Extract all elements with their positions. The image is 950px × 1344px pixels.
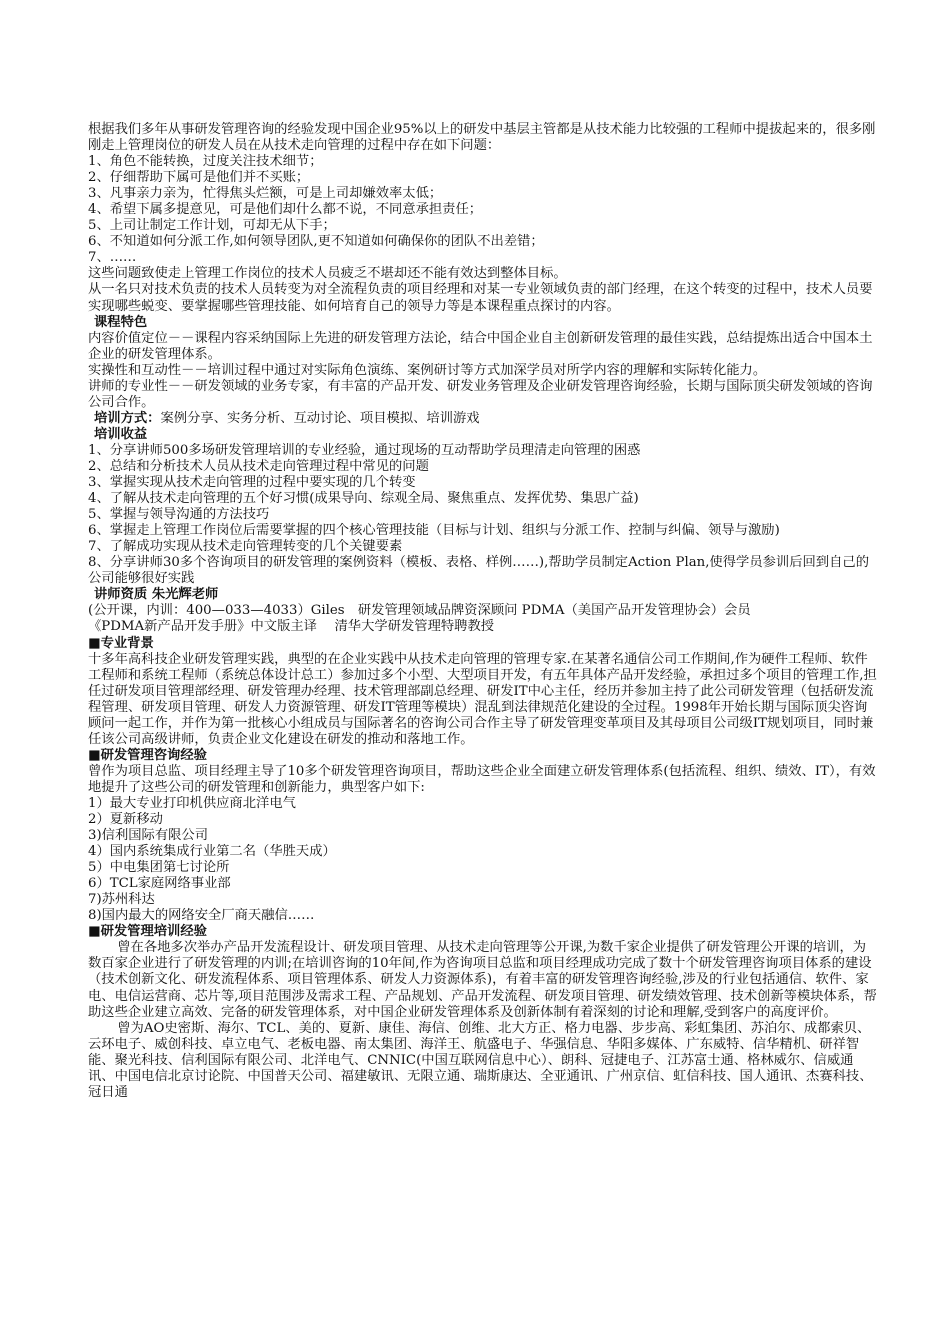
problem-item: 7、……: [88, 250, 137, 266]
benefit-item: 7、了解成功实现从技术走向管理转变的几个关键要素: [88, 539, 403, 555]
problem-item: 1、角色不能转换，过度关注技术细节；: [88, 154, 323, 170]
client-item: 8)国内最大的网络安全厂商天融信……: [88, 908, 315, 924]
problem-item: 5、上司让制定工作计划，可却无从下手；: [88, 218, 336, 234]
training-methods-label: 培训方式：: [94, 410, 161, 426]
training-methods-value: 案例分享、实务分析、互动讨论、项目模拟、培训游戏: [160, 410, 480, 426]
benefit-item: 8、分享讲师30多个咨询项目的研发管理的案例资料（模板、表格、样例……),帮助学员制定Action Plan,使得学员参训后回到自己的公司能够很好实践: [88, 555, 869, 587]
background-heading: ■专业背景: [88, 635, 154, 651]
consulting-intro: 曾作为项目总监、项目经理主导了10多个研发管理咨询项目，帮助这些企业全面建立研发管理体系(包括流程、组织、绩效、IT），有效地提升了这些公司的研发管理和创新能力，典型客户如下:: [88, 763, 876, 795]
intro-conclusion: 这些问题致使走上管理工作岗位的技术人员疲乏不堪却还不能有效达到整体目标。: [88, 266, 567, 282]
client-item: 7)苏州科达: [88, 892, 155, 908]
benefit-item: 1、分享讲师500多场研发管理培训的专业经验，通过现场的互动帮助学员理清走向管理的困惑: [88, 442, 641, 458]
benefit-item: 2、总结和分析技术人员从技术走向管理过程中常见的问题: [88, 458, 429, 474]
benefits-heading: 培训收益: [94, 426, 148, 442]
benefit-item: 5、掌握与领导沟通的方法技巧: [88, 507, 270, 523]
lecturer-heading: 讲师资质 朱光辉老师: [94, 587, 219, 603]
training-clients-paragraph: 曾为AO史密斯、海尔、TCL、美的、夏新、康佳、海信、创维、北大方正、格力电器、步步高、彩虹集团、苏泊尔、成都索贝、云环电子、威创科技、卓立电气、老板电器、南太集团、海洋王、航盛电子、华强信息、华阳多媒体、广东威特、信华精机、研祥智能、聚光科技、信利国际有限公司、北洋电气、CNNIC(中国互联网信息中心）、朗科、冠捷电子、江苏富士通、格林威尔、信威通讯、中国电信北京讨论院、中国普天公司、福建敏讯、无限立通、瑞斯康达、全亚通讯、广州京信、虹信科技、国人通讯、杰赛科技、冠日通: [88, 1020, 873, 1100]
feature-item: 实操性和互动性－－培训过程中通过对实际角色演练、案例研讨等方式加深学员对所学内容的理解和实际转化能力。: [88, 362, 767, 378]
client-item: 6）TCL家庭网络事业部: [88, 876, 231, 892]
client-item: 1）最大专业打印机供应商北洋电气: [88, 795, 296, 811]
document-page: [88, 122, 878, 1101]
client-item: 3)信利国际有限公司: [88, 828, 209, 844]
training-methods: [88, 411, 878, 427]
client-item: 2）夏新移动: [88, 812, 163, 828]
benefit-item: 3、掌握实现从技术走向管理的过程中要实现的几个转变: [88, 475, 416, 491]
feature-item: 讲师的专业性－－研发领域的业务专家，有丰富的产品开发、研发业务管理及企业研发管理咨询经验，长期与国际顶尖研发领域的咨询公司合作。: [88, 378, 873, 410]
problem-item: 4、希望下属多提意见，可是他们却什么都不说，不同意承担责任；: [88, 202, 483, 218]
lecturer-info: (公开课，内训：400—033—4033）Giles 研发管理领域品牌资深顾问 PDMA（美国产品开发管理协会）会员: [88, 603, 751, 619]
consulting-heading: ■研发管理咨询经验: [88, 747, 207, 763]
problem-item: 2、仔细帮助下属可是他们并不买账；: [88, 170, 310, 186]
training-heading: ■研发管理培训经验: [88, 924, 207, 940]
client-item: 4）国内系统集成行业第二名（华胜天成）: [88, 844, 336, 860]
intro-course-focus: 从一名只对技术负责的技术人员转变为对全流程负责的项目经理和对某一专业领域负责的部门经理，在这个转变的过程中，技术人员要实现哪些蜕变、要掌握哪些管理技能、如何培育自己的领导力等是本课程重点探讨的内容。: [88, 282, 873, 314]
benefit-item: 4、了解从技术走向管理的五个好习惯(成果导向、综观全局、聚焦重点、发挥优势、集思广益): [88, 491, 639, 507]
features-heading: 课程特色: [94, 314, 148, 330]
lecturer-titles: 《PDMA新产品开发手册》中文版主译 清华大学研发管理特聘教授: [88, 619, 495, 635]
background-text: 十多年高科技企业研发管理实践，典型的在企业实践中从技术走向管理的管理专家.在某著名通信公司工作期间,作为硬件工程师、软件工程师和系统工程师（系统总体设计总工）参加过多个小型、大型项目开发，有五年具体产品开发经验，承担过多个项目的管理工作,担任过研发项目管理部经理、研发管理办经理、技术管理部副总经理、研发IT中心主任，经历并参加主持了此公司研发管理（包括研发流程管理、研发项目管理、研发人力资源管理、研发IT管理等模块）混乱到法律规范化建设的全过程。1998年开始长期与国际顶尖咨询顾问一起工作，并作为第一批核心小组成员与国际著名的咨询公司合作主导了研发管理变革项目及其母项目公司级IT规划项目，同时兼任该公司高级讲师，负责企业文化建设在研发的推动和落地工作。: [88, 651, 877, 747]
training-paragraph: 曾在各地多次举办产品开发流程设计、研发项目管理、从技术走向管理等公开课,为数千家企业提供了研发管理公开课的培训，为数百家企业进行了研发管理的内训;在培训咨询的10年间,作为咨询项目总监和项目经理成功完成了数十个研发管理咨询项目体系的建设（技术创新文化、研发流程体系、项目管理体系、研发人力资源体系)，有着丰富的研发管理咨询经验,涉及的行业包括通信、软件、家电、电信运营商、芯片等,项目范围涉及需求工程、产品规划、产品开发流程、研发项目管理、研发绩效管理、技术创新等模块体系，帮助这些企业建立高效、完备的研发管理体系，对中国企业研发管理体系及创新体制有着深刻的讨论和理解,受到客户的高度评价。: [88, 940, 877, 1020]
intro-paragraph: 根据我们多年从事研发管理咨询的经验发现中国企业95%以上的研发中基层主管都是从技术能力比较强的工程师中提拔起来的，很多刚刚走上管理岗位的研发人员在从技术走向管理的过程中存在如下问题：: [88, 122, 876, 154]
problem-item: 6、不知道如何分派工作,如何领导团队,更不知道如何确保你的团队不出差错；: [88, 234, 544, 250]
feature-item: 内容价值定位－－课程内容采纳国际上先进的研发管理方法论，结合中国企业自主创新研发管理的最佳实践，总结提炼出适合中国本土企业的研发管理体系。: [88, 330, 873, 362]
client-item: 5）中电集团第七讨论所: [88, 860, 230, 876]
benefit-item: 6、掌握走上管理工作岗位后需要掌握的四个核心管理技能（目标与计划、组织与分派工作、控制与纠偏、领导与激励): [88, 523, 780, 539]
problem-item: 3、凡事亲力亲为，忙得焦头烂额，可是上司却嫌效率太低；: [88, 186, 443, 202]
